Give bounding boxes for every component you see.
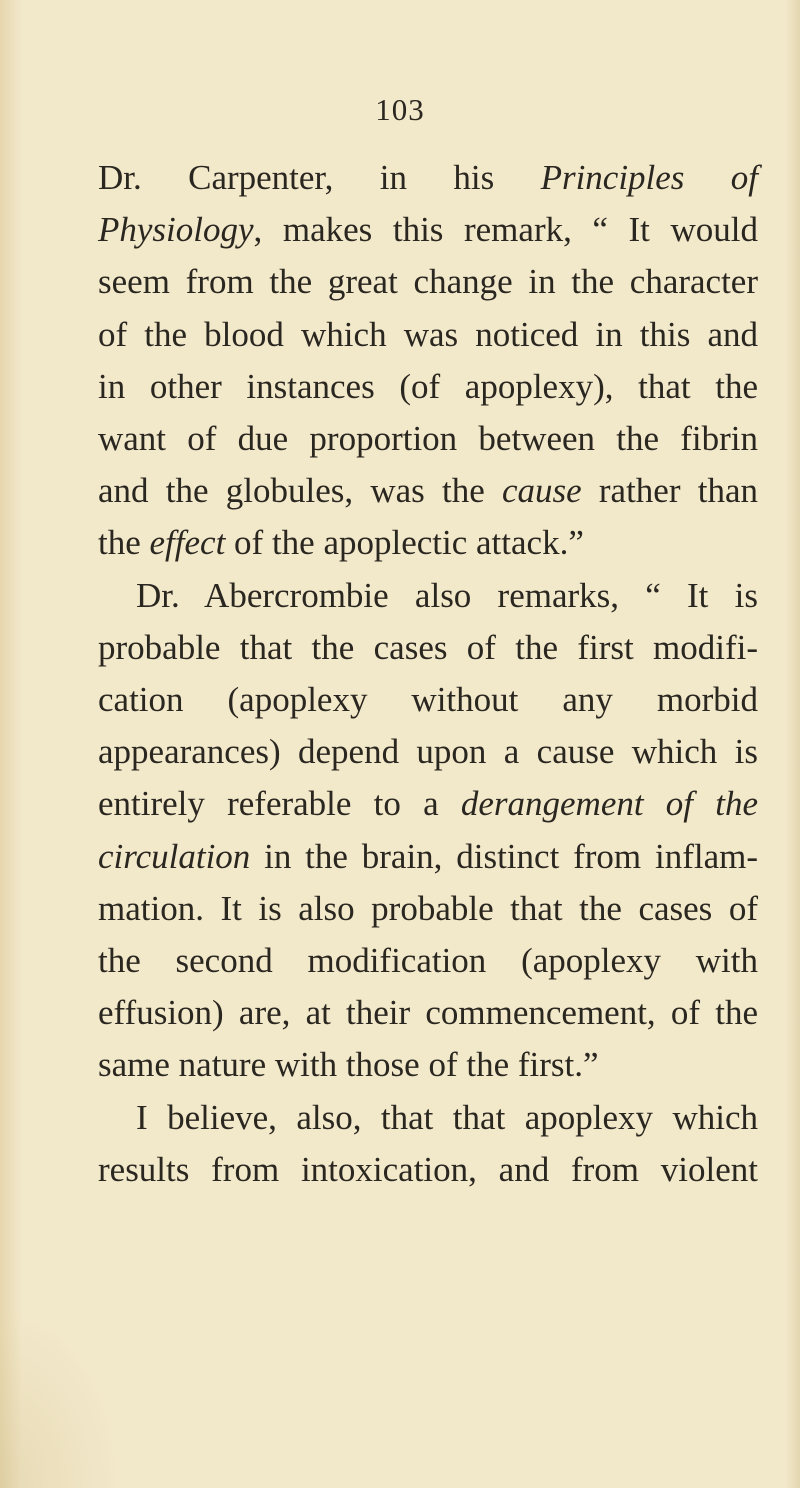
text-span: same nature with those of the first.”: [98, 1045, 599, 1085]
text-line: [98, 832, 758, 882]
text-line: [98, 727, 758, 777]
italic-span: effect: [149, 523, 226, 563]
text-span: entirely referable to a: [98, 784, 461, 824]
text-span: in other instances (of apoplexy), that the: [98, 366, 758, 406]
text-span: and the globules, was the: [98, 471, 502, 511]
text-line: [136, 571, 758, 621]
text-span: seem from the great change in the character: [98, 262, 758, 302]
text-line: [98, 779, 758, 829]
italic-span: circulation: [98, 836, 251, 876]
text-span: effusion) are, at their commencement, of the: [98, 993, 758, 1033]
text-line: [98, 310, 758, 360]
text-span: the second modification (apoplexy with: [98, 941, 758, 980]
italic-span: Physiology: [98, 210, 254, 250]
italic-span: cause: [501, 471, 582, 511]
text-line: [136, 1093, 758, 1143]
text-line: [98, 675, 758, 725]
text-line: [98, 1145, 758, 1195]
text-span: of the blood which was noticed in this and: [98, 314, 758, 354]
paper-stain: [0, 1308, 120, 1488]
text-span: , makes this remark, “ It would: [253, 210, 758, 250]
text-span: Dr. Abercrombie also remarks, “ It is: [136, 575, 758, 615]
text-line: [98, 414, 758, 464]
text-line: [98, 257, 758, 307]
text-span: I believe, also, that that apoplexy which: [136, 1097, 758, 1137]
text-line: [98, 518, 758, 568]
text-span: results from intoxication, and from violent: [98, 1149, 758, 1189]
text-span: want of due proportion between the fibrin: [98, 419, 758, 458]
text-line: [98, 466, 758, 516]
text-span: Dr. Carpenter, in his: [98, 158, 541, 197]
text-line: [98, 153, 758, 203]
text-span: of the apoplectic attack.”: [225, 523, 584, 563]
text-span: appearances) depend upon a cause which is: [98, 732, 758, 772]
text-span: mation. It is also probable that the cases of: [98, 888, 758, 928]
text-span: the: [98, 523, 150, 563]
page-number: 103: [375, 92, 425, 127]
text-line: [98, 623, 758, 673]
text-line: [98, 362, 758, 412]
text-span: rather than: [581, 471, 758, 511]
italic-span: Principles of: [540, 158, 758, 197]
text-line: [98, 988, 758, 1038]
text-line: [98, 884, 758, 934]
text-line: [98, 205, 758, 255]
text-span: in the brain, distinct from inflam-: [250, 836, 758, 876]
text-line: [98, 936, 758, 986]
text-span: cation (apoplexy without any morbid: [98, 680, 758, 719]
text-span: probable that the cases of the first modifi-: [98, 627, 758, 667]
italic-span: derangement of the: [460, 784, 758, 824]
text-line: [98, 1040, 758, 1090]
